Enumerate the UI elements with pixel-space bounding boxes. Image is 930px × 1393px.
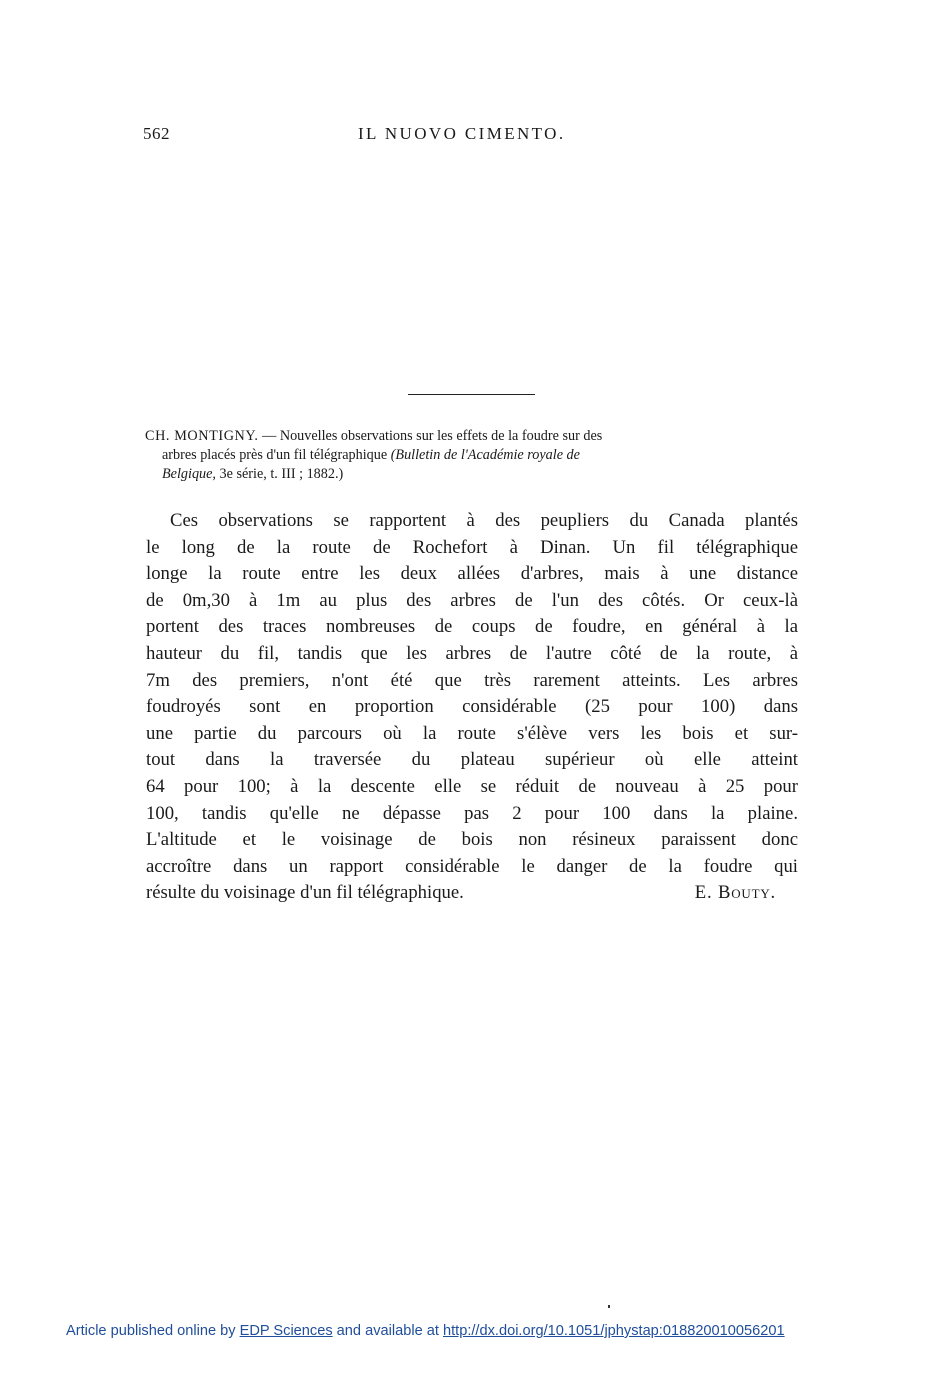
body-line: accroître dans un rapport considérable le danger de la foudre qui xyxy=(146,855,798,877)
print-mark xyxy=(608,1305,610,1308)
citation-author: CH. MONTIGNY. xyxy=(145,428,259,444)
running-title: IL NUOVO CIMENTO. xyxy=(358,124,566,143)
citation-journal-end: Belgique, xyxy=(162,466,216,482)
citation-title-start: — Nouvelles observations sur les effets de la foudre sur des xyxy=(258,428,603,444)
citation-line-3 xyxy=(145,465,797,484)
citation-line-2 xyxy=(145,446,797,465)
citation-volume: 3e série, t. III ; 1882.) xyxy=(215,466,344,482)
page-number: 562 xyxy=(143,124,170,143)
body-last-line xyxy=(146,880,798,907)
body-line: résulte du voisinage d'un fil télégraphique. xyxy=(146,882,464,904)
publisher-link[interactable]: EDP Sciences xyxy=(239,1323,333,1339)
citation-line-1 xyxy=(145,427,797,446)
body-line: de 0m,30 à 1m au plus des arbres de l'un des côtés. Or ceux-là xyxy=(146,589,798,611)
citation-journal: (Bulletin de l'Académie royale de xyxy=(390,447,580,463)
body-line: 100, tandis qu'elle ne dépasse pas 2 pour 100 dans la plaine. xyxy=(146,802,798,824)
body-line: 64 pour 100; à la descente elle se réduit de nouveau à 25 pour xyxy=(146,775,798,797)
citation-block xyxy=(145,427,797,484)
doi-link[interactable]: http://dx.doi.org/10.1051/jphystap:018820010056201 xyxy=(442,1323,785,1339)
body-line: hauteur du fil, tandis que les arbres de l'autre côté de la route, à xyxy=(146,642,798,664)
body-line: Ces observations se rapportent à des peupliers du Canada plantés xyxy=(170,510,798,531)
section-divider xyxy=(408,394,535,395)
body-line: le long de la route de Rochefort à Dinan. Un fil télégraphique xyxy=(146,536,798,558)
body-line: foudroyés sont en proportion considérable (25 pour 100) dans xyxy=(146,696,798,718)
footer-prefix: Article published online by xyxy=(66,1323,240,1339)
body-line: tout dans la traversée du plateau supérieur où elle atteint xyxy=(146,749,798,771)
citation-title-end: arbres placés près d'un fil télégraphique xyxy=(162,447,391,463)
body-line: une partie du parcours où la route s'élève vers les bois et sur- xyxy=(146,722,798,744)
body-line: portent des traces nombreuses de coups de foudre, en général à la xyxy=(146,616,798,638)
body-line: longe la route entre les deux allées d'arbres, mais à une distance xyxy=(146,563,798,585)
body-line: L'altitude et le voisinage de bois non résineux paraissent donc xyxy=(146,829,798,851)
body-line: 7m des premiers, n'ont été que très rarement atteints. Les arbres xyxy=(146,669,798,691)
article-body xyxy=(146,508,798,907)
publication-footer xyxy=(66,1323,785,1339)
footer-middle: and available at xyxy=(332,1323,443,1339)
author-signature: E. Bouty. xyxy=(694,882,776,904)
